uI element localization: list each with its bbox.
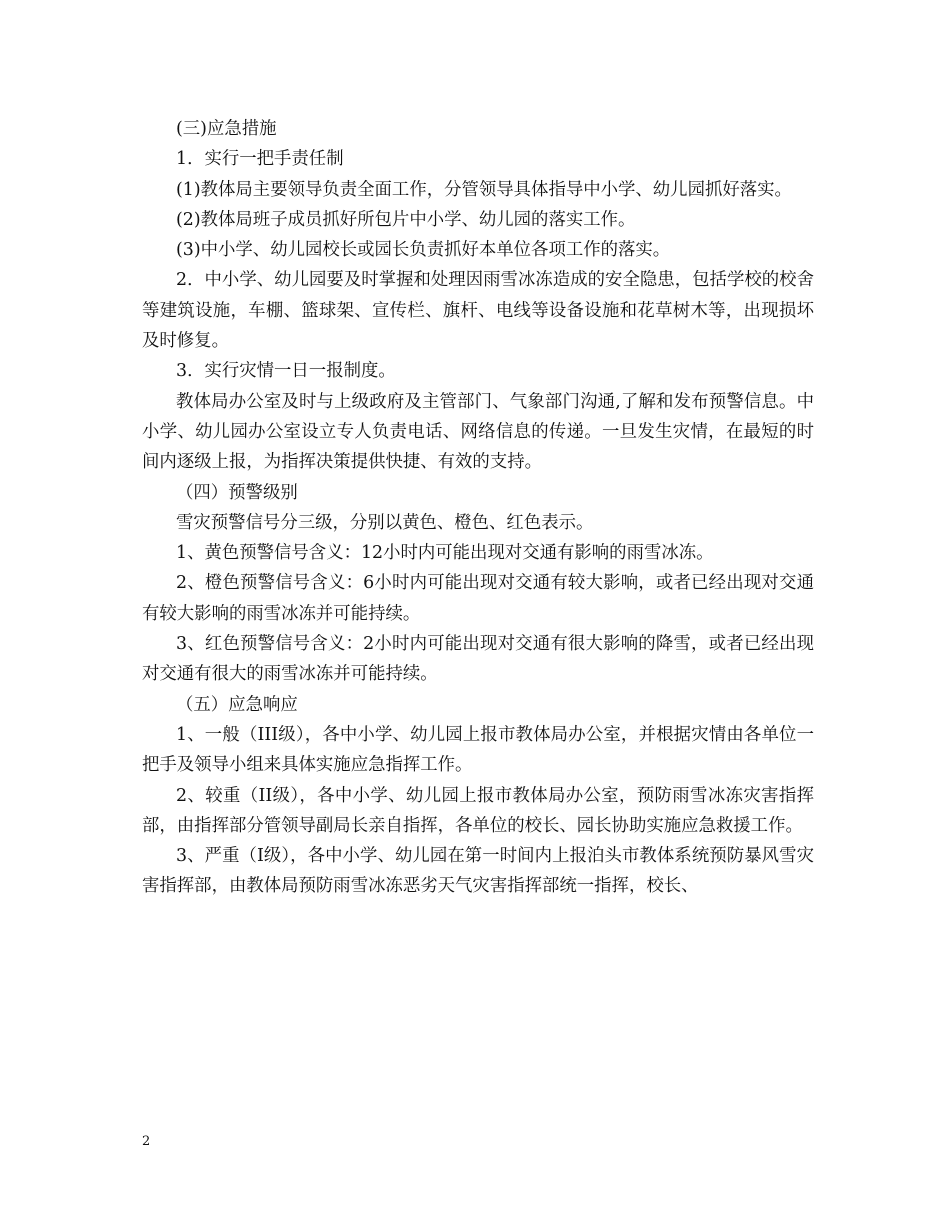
section-heading-warning-levels: （四）预警级别 <box>176 482 298 503</box>
paragraph: 2．中小学、幼儿园要及时掌握和处理因雨雪冰冻造成的安全隐患，包括学校的校舍等建筑设施，车棚、篮球架、宣传栏、旗杆、电线等设备设施和花草树木等，出现损坏及时修复。 <box>142 270 814 352</box>
section-heading-emergency-measures: (三)应急措施 <box>176 119 277 139</box>
paragraph: 雪灾预警信号分三级，分别以黄色、橙色、红色表示。 <box>176 512 594 533</box>
paragraph: 2、较重（II级），各中小学、幼儿园上报市教体局办公室，预防雨雪冰冻灾害指挥部，由指挥部分管领导副局长亲自指挥，各单位的校长、园长协助实施应急救援工作。 <box>142 785 814 836</box>
paragraph: (1)教体局主要领导负责全面工作，分管领导具体指导中小学、幼儿园抓好落实。 <box>176 179 792 200</box>
paragraph: (3)中小学、幼儿园校长或园长负责抓好本单位各项工作的落实。 <box>176 240 671 261</box>
paragraph: (2)教体局班子成员抓好所包片中小学、幼儿园的落实工作。 <box>176 209 636 230</box>
document-body <box>142 114 814 902</box>
paragraph: 1、一般（III级），各中小学、幼儿园上报市教体局办公室，并根据灾情由各单位一把手及领导小组来具体实施应急指挥工作。 <box>142 724 814 776</box>
paragraph: 3．实行灾情一日一报制度。 <box>176 361 396 382</box>
paragraph: 教体局办公室及时与上级政府及主管部门、气象部门沟通,了解和发布预警信息。中小学、幼儿园办公室设立专人负责电话、网络信息的传递。一旦发生灾情，在最短的时间内逐级上报，为指挥决策提供快捷、有效的支持。 <box>142 391 814 473</box>
paragraph: 1．实行一把手责任制 <box>176 149 344 170</box>
page-number: 2 <box>142 1134 151 1149</box>
paragraph: 3、红色预警信号含义：2小时内可能出现对交通有很大影响的降雪，或者已经出现对交通有很大的雨雪冰冻并可能持续。 <box>142 634 814 685</box>
paragraph: 1、黄色预警信号含义：12小时内可能出现对交通有影响的雨雪冰冻。 <box>176 543 714 564</box>
paragraph: 2、橙色预警信号含义：6小时内可能出现对交通有较大影响，或者已经出现对交通有较大影响的雨雪冰冻并可能持续。 <box>142 573 814 624</box>
paragraph: 3、严重（I级），各中小学、幼儿园在第一时间内上报泊头市教体系统预防暴风雪灾害指挥部，由教体局预防雨雪冰冻恶劣天气灾害指挥部统一指挥，校长、 <box>142 846 814 897</box>
section-heading-emergency-response: （五）应急响应 <box>176 694 298 715</box>
